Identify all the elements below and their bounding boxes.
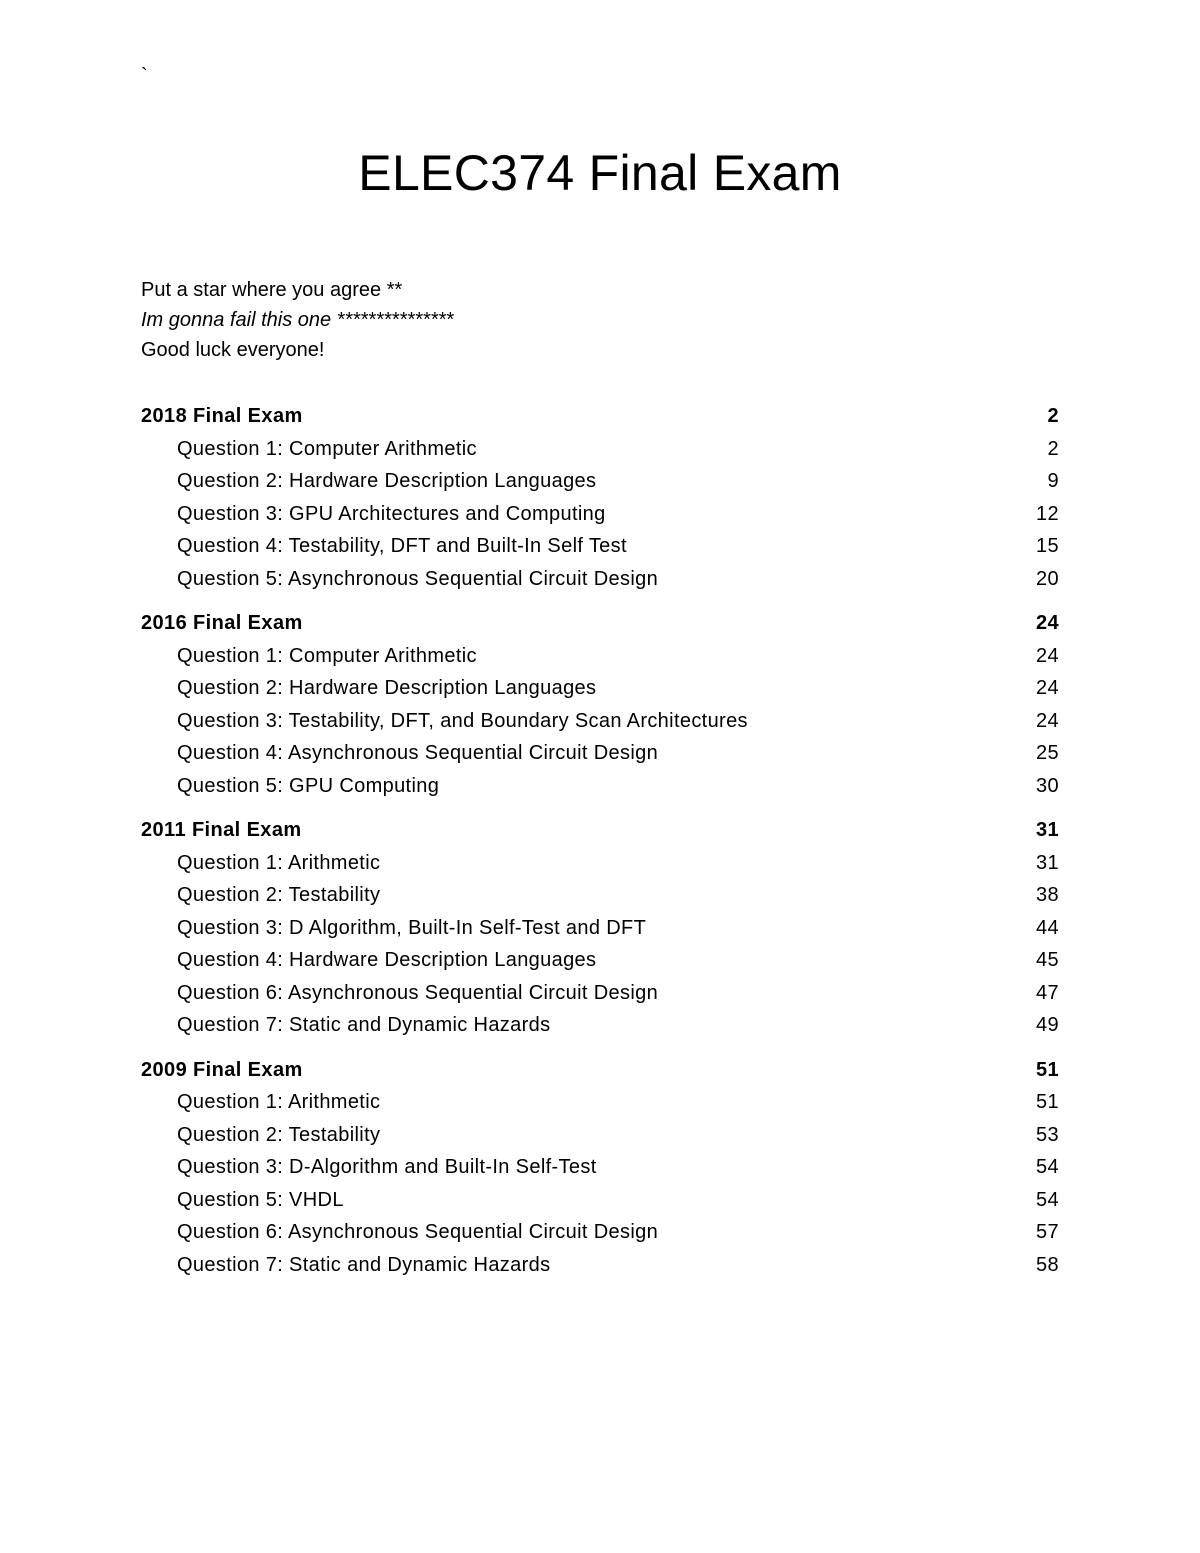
toc-entry-label: Question 2: Hardware Description Languages [177, 677, 597, 699]
toc-heading-page-number: 51 [1035, 1058, 1059, 1081]
table-of-contents [141, 400, 1059, 1293]
toc-entry[interactable] [141, 977, 1059, 1010]
toc-entry-page-number: 47 [1036, 981, 1059, 1004]
toc-entry-page-number: 57 [1036, 1221, 1059, 1243]
toc-entry-page-number: 15 [1036, 535, 1059, 557]
toc-section [141, 814, 1059, 1042]
toc-entry[interactable] [141, 847, 1059, 880]
toc-heading-label: 2018 Final Exam [141, 405, 303, 427]
toc-entry[interactable] [141, 672, 1059, 705]
toc-entry[interactable] [141, 1184, 1059, 1217]
toc-heading-page-number: 2 [1047, 405, 1059, 427]
toc-entry-page-number: 12 [1036, 502, 1059, 525]
stray-backtick-mark: ` [141, 65, 148, 87]
toc-entry[interactable] [141, 640, 1059, 673]
toc-heading-page-number: 24 [1035, 612, 1059, 634]
toc-entry-label: Question 4: Hardware Description Languages [177, 949, 597, 971]
document-title: ELEC374 Final Exam [358, 145, 842, 201]
toc-entry-page-number: 51 [1036, 1091, 1059, 1113]
toc-section [141, 1054, 1059, 1282]
toc-entry[interactable] [141, 770, 1059, 803]
toc-section-heading[interactable] [141, 1054, 1059, 1087]
toc-entry-page-number: 54 [1036, 1188, 1059, 1211]
toc-heading-label: 2011 Final Exam [141, 819, 302, 841]
toc-heading-page-number: 31 [1035, 819, 1059, 841]
toc-section-heading[interactable] [141, 400, 1059, 433]
toc-entry-label: Question 5: GPU Computing [177, 774, 440, 797]
toc-entry-page-number: 25 [1036, 742, 1059, 764]
toc-entry[interactable] [141, 1216, 1059, 1249]
toc-entry-label: Question 7: Static and Dynamic Hazards [177, 1253, 551, 1276]
toc-entry[interactable] [141, 433, 1059, 466]
note-line-fail: Im gonna fail this one *************** [141, 309, 454, 331]
toc-entry-label: Question 3: GPU Architectures and Computing [177, 502, 606, 525]
toc-entry-label: Question 2: Testability [177, 1123, 381, 1146]
toc-entry[interactable] [141, 498, 1059, 531]
toc-entry-label: Question 2: Hardware Description Languages [177, 470, 597, 492]
toc-entry[interactable] [141, 563, 1059, 596]
note-line-good-luck: Good luck everyone! [141, 339, 325, 361]
toc-entry[interactable] [141, 1009, 1059, 1042]
toc-entry[interactable] [141, 1119, 1059, 1152]
toc-entry-page-number: 38 [1036, 884, 1059, 906]
toc-entry-page-number: 30 [1036, 774, 1059, 797]
toc-entry[interactable] [141, 944, 1059, 977]
toc-entry-page-number: 2 [1047, 437, 1059, 460]
note-line-star: Put a star where you agree ** [141, 279, 403, 301]
toc-entry[interactable] [141, 705, 1059, 738]
toc-entry-label: Question 7: Static and Dynamic Hazards [177, 1014, 551, 1036]
toc-entry-page-number: 49 [1036, 1014, 1059, 1036]
toc-entry-page-number: 20 [1036, 567, 1059, 590]
toc-heading-label: 2016 Final Exam [141, 612, 303, 634]
toc-entry[interactable] [141, 1249, 1059, 1282]
toc-entry[interactable] [141, 530, 1059, 563]
toc-entry-label: Question 6: Asynchronous Sequential Circuit Design [177, 1221, 659, 1243]
toc-entry-label: Question 4: Testability, DFT and Built-In Self Test [177, 535, 627, 557]
toc-entry-page-number: 54 [1036, 1156, 1059, 1178]
toc-entry-page-number: 53 [1036, 1123, 1059, 1146]
toc-entry[interactable] [141, 879, 1059, 912]
toc-entry-label: Question 5: VHDL [177, 1188, 344, 1211]
toc-entry-page-number: 24 [1036, 644, 1059, 667]
toc-section-heading[interactable] [141, 607, 1059, 640]
toc-entry-label: Question 6: Asynchronous Sequential Circuit Design [177, 981, 659, 1004]
toc-entry-page-number: 44 [1036, 916, 1059, 939]
toc-entry[interactable] [141, 1086, 1059, 1119]
toc-section [141, 400, 1059, 595]
toc-entry-label: Question 1: Computer Arithmetic [177, 644, 477, 667]
toc-entry[interactable] [141, 465, 1059, 498]
toc-entry-label: Question 1: Arithmetic [177, 851, 381, 874]
toc-entry[interactable] [141, 1151, 1059, 1184]
toc-entry-label: Question 3: D Algorithm, Built-In Self-Test and DFT [177, 916, 647, 939]
toc-entry[interactable] [141, 912, 1059, 945]
toc-section-heading[interactable] [141, 814, 1059, 847]
toc-entry-label: Question 1: Arithmetic [177, 1091, 381, 1113]
toc-entry-label: Question 5: Asynchronous Sequential Circuit Design [177, 567, 659, 590]
toc-entry-label: Question 3: D-Algorithm and Built-In Self-Test [177, 1156, 597, 1178]
toc-entry-page-number: 45 [1036, 949, 1059, 971]
toc-entry-label: Question 2: Testability [177, 884, 381, 906]
toc-heading-label: 2009 Final Exam [141, 1058, 303, 1081]
toc-entry-label: Question 3: Testability, DFT, and Boundary Scan Architectures [177, 709, 748, 732]
toc-entry-page-number: 31 [1036, 851, 1059, 874]
toc-entry-page-number: 24 [1036, 677, 1059, 699]
toc-entry-page-number: 58 [1036, 1253, 1059, 1276]
notes-block [141, 275, 453, 365]
toc-entry-page-number: 24 [1036, 709, 1059, 732]
toc-entry[interactable] [141, 737, 1059, 770]
toc-entry-label: Question 4: Asynchronous Sequential Circuit Design [177, 742, 659, 764]
toc-entry-label: Question 1: Computer Arithmetic [177, 437, 477, 460]
toc-section [141, 607, 1059, 802]
toc-entry-page-number: 9 [1047, 470, 1059, 492]
